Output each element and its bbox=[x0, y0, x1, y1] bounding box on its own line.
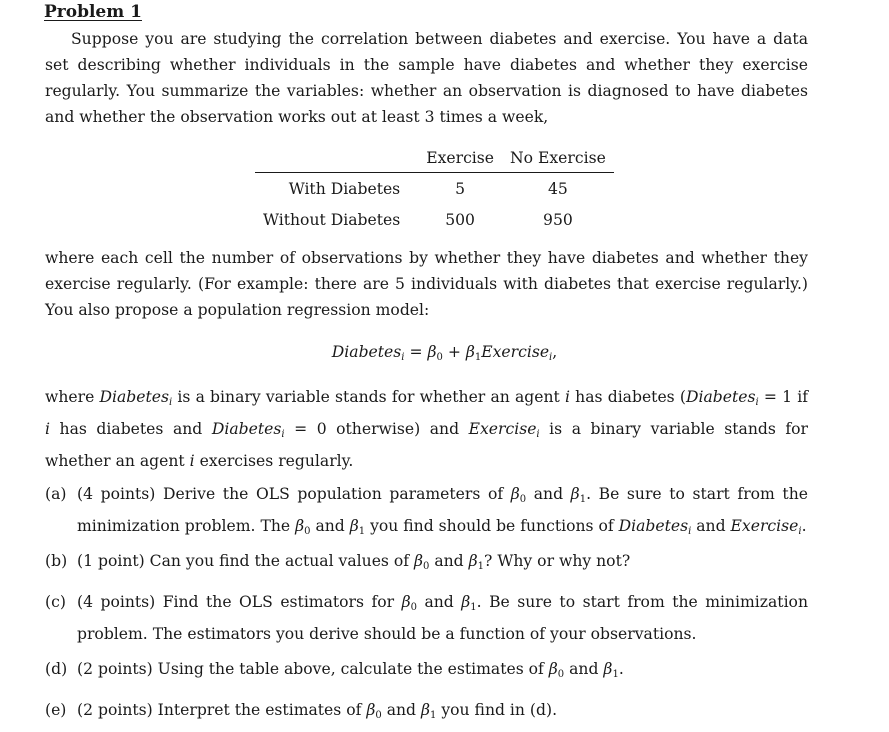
regression-equation: Diabetes$_i$ = β0 + β1Exercise$_i$, bbox=[331, 343, 558, 363]
question-text: (1 point) Can you find the actual values of β0 and β1? Why or why not? bbox=[77, 552, 631, 572]
question-e bbox=[45, 697, 808, 729]
cell-diabetes-no-exercise: 45 bbox=[548, 179, 568, 198]
column-header-no-exercise: No Exercise bbox=[502, 144, 614, 173]
question-text: (2 points) Interpret the estimates of β0 and β1 you find in (d). bbox=[77, 701, 558, 721]
question-label: (b) bbox=[45, 552, 68, 570]
table-row bbox=[255, 173, 614, 205]
cell-no-diabetes-exercise: 500 bbox=[445, 210, 475, 229]
definition-paragraph: where Diabetes$_i$ is a binary variable stands for whether an agent i has diabetes (Diabetes$_i$ = 1 if i has diabetes and Diabetes$_i$ = 0 otherwise) and Exercise$_i$ is a binary variable stands for whether an agent i exercises regularly. bbox=[45, 388, 809, 470]
intro-paragraph: Suppose you are studying the correlation between diabetes and exercise. You have a data set describing whether individuals in the sample have diabetes and whether they exercise regularly. You summarize the variables: whether an observation is diagnosed to have diabetes and whether the observation works out at least 3 times a week, bbox=[45, 30, 808, 126]
table-header-row bbox=[255, 144, 614, 173]
question-label: (d) bbox=[45, 660, 68, 678]
contingency-table bbox=[255, 144, 614, 235]
question-c bbox=[45, 589, 808, 647]
question-b bbox=[45, 548, 808, 580]
question-a bbox=[45, 481, 808, 545]
question-text: (4 points) Find the OLS estimators for β0 and β1. Be sure to start from the minimization problem. The estimators you derive should be a function of your observations. bbox=[77, 593, 808, 643]
row-label-without-diabetes: Without Diabetes bbox=[263, 210, 401, 229]
question-d bbox=[45, 656, 808, 688]
question-label: (c) bbox=[45, 593, 66, 611]
table-row bbox=[255, 204, 614, 235]
cell-no-diabetes-no-exercise: 950 bbox=[543, 210, 573, 229]
question-label: (e) bbox=[45, 701, 67, 719]
problem-title: Problem 1 bbox=[44, 2, 142, 22]
question-text: (4 points) Derive the OLS population parameters of β0 and β1. Be sure to start from the minimization problem. The β0 and β1 you find should be functions of Diabetes$_i$ and Exercise$_i$. bbox=[77, 485, 808, 537]
model-paragraph: where each cell the number of observations by whether they have diabetes and whether they exercise regularly. (For example: there are 5 individuals with diabetes that exercise regularly.) You also propose a population regression model: bbox=[45, 249, 808, 319]
question-text: (2 points) Using the table above, calculate the estimates of β0 and β1. bbox=[77, 660, 624, 680]
question-label: (a) bbox=[45, 485, 67, 503]
column-header-exercise: Exercise bbox=[418, 144, 502, 173]
cell-diabetes-exercise: 5 bbox=[455, 179, 466, 198]
row-label-with-diabetes: With Diabetes bbox=[288, 179, 401, 198]
